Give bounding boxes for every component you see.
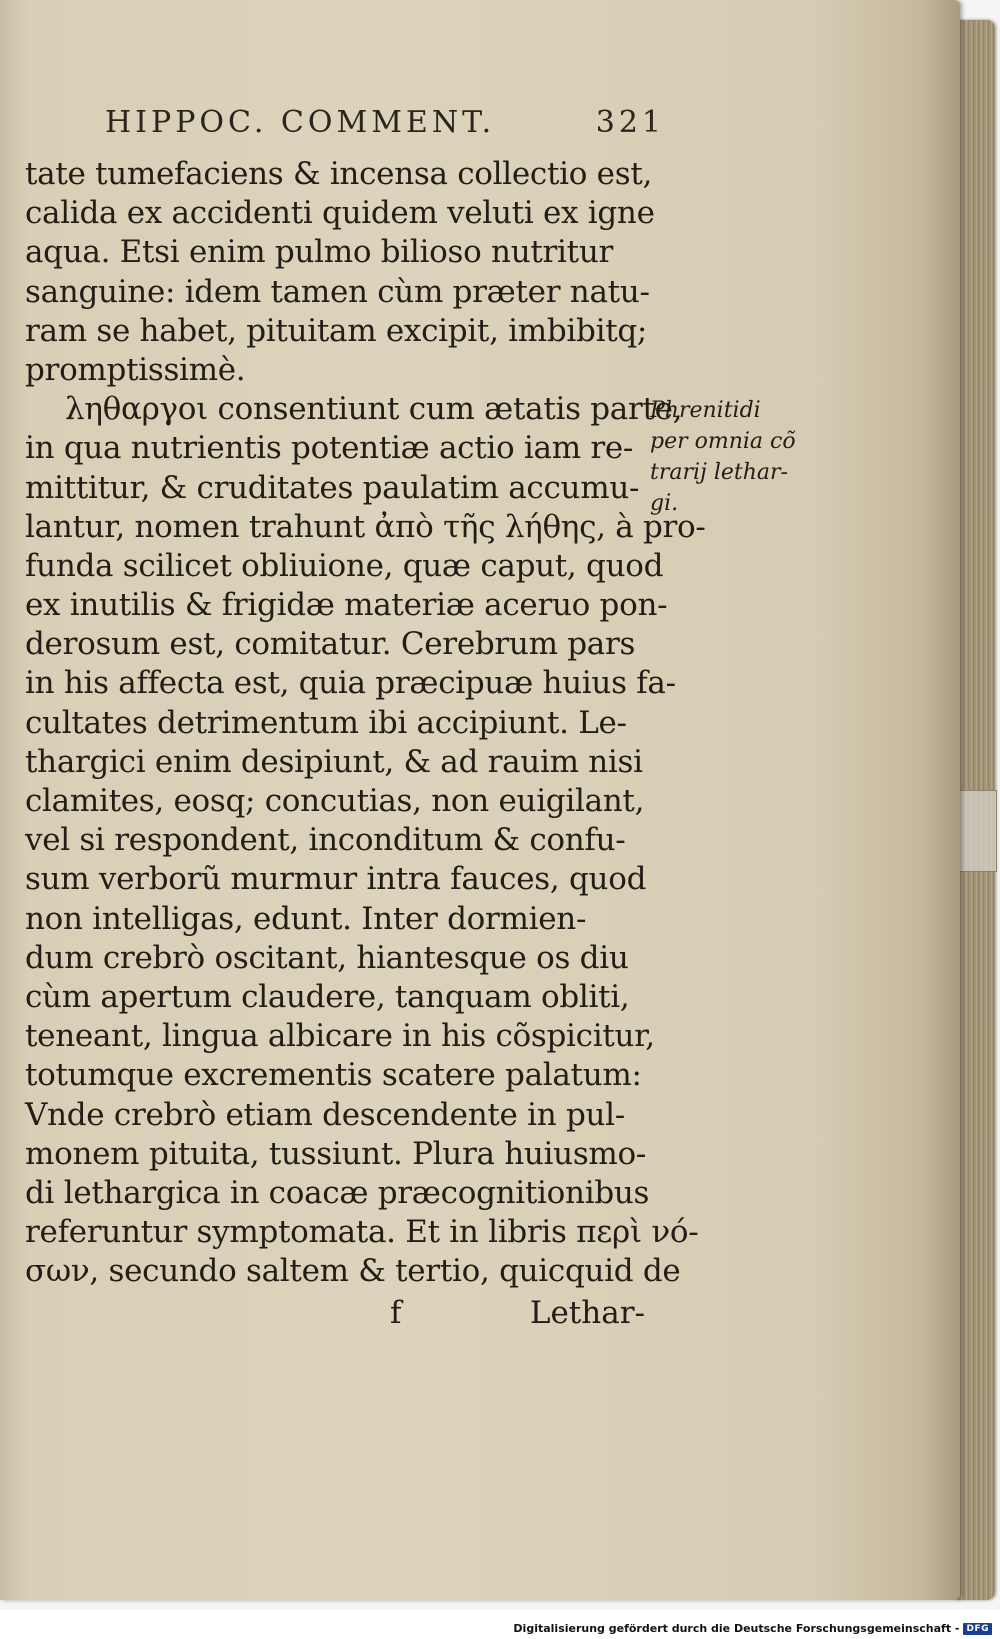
text-line: promptissimè. bbox=[25, 351, 246, 388]
text-line: ram se habet, pituitam excipit, imbibitq; bbox=[25, 312, 648, 349]
text-line: cultates detrimentum ibi accipiunt. Le- bbox=[25, 704, 627, 741]
running-head-title: HIPPOC. COMMENT. bbox=[105, 105, 496, 140]
text-line: ex inutilis & frigidæ materiæ aceruo pon- bbox=[25, 587, 668, 624]
text-line: dum crebrò oscitant, hiantesque os diu bbox=[25, 939, 629, 976]
text-line: Vnde crebrò etiam descendente in pul- bbox=[25, 1096, 625, 1133]
text-line: calida ex accidenti quidem veluti ex igne bbox=[25, 195, 655, 232]
text-line: in qua nutrientis potentiæ actio iam re- bbox=[25, 430, 634, 467]
text-line: in his affecta est, quia præcipuæ huius fa- bbox=[25, 665, 676, 702]
text-line: derosum est, comitatur. Cerebrum pars bbox=[25, 626, 636, 663]
catchword-row bbox=[25, 1295, 645, 1335]
marginal-note-line: Phrenitidi bbox=[650, 398, 761, 423]
text-line: ληθαργοι consentiunt cum ætatis parte, bbox=[65, 391, 683, 428]
text-line: aqua. Etsi enim pulmo bilioso nutritur bbox=[25, 234, 613, 271]
marginal-note-line: per omnia cõ bbox=[650, 429, 796, 454]
text-line: funda scilicet obliuione, quæ caput, quod bbox=[25, 547, 664, 584]
text-line: mittitur, & cruditates paulatim accumu- bbox=[25, 469, 640, 506]
text-line: di lethargica in coacæ præcognitionibus bbox=[25, 1174, 650, 1211]
footer-credit bbox=[513, 1622, 992, 1635]
text-line: thargici enim desipiunt, & ad rauim nisi bbox=[25, 743, 643, 780]
text-line: σων, secundo saltem & tertio, quicquid de bbox=[25, 1253, 681, 1290]
text-line: cùm apertum claudere, tanquam obliti, bbox=[25, 978, 630, 1015]
text-line: sum verborũ murmur intra fauces, quod bbox=[25, 861, 647, 898]
text-line: clamites, eosq; concutias, non euigilant, bbox=[25, 783, 645, 819]
running-head bbox=[105, 105, 665, 145]
page-number: 321 bbox=[595, 105, 665, 140]
catchword: Lethar- bbox=[529, 1295, 645, 1331]
text-line: lantur, nomen trahunt ἀπὸ τῆς λήθης, à pro- bbox=[25, 508, 706, 545]
text-line: monem pituita, tussiunt. Plura huiusmo- bbox=[25, 1135, 647, 1172]
text-line: vel si respondent, inconditum & confu- bbox=[25, 822, 626, 859]
dfg-logo-icon: DFG bbox=[963, 1623, 992, 1635]
footer-credit-text: Digitalisierung gefördert durch die Deutsche Forschungsgemeinschaft - bbox=[513, 1622, 960, 1635]
text-line: sanguine: idem tamen cùm præter natu- bbox=[25, 273, 650, 310]
marginal-note-line: gi. bbox=[650, 491, 679, 516]
text-line: teneant, lingua albicare in his cõspicitur, bbox=[25, 1018, 655, 1055]
marginal-note bbox=[650, 395, 820, 519]
marginal-note-line: trarij lethar- bbox=[650, 460, 788, 485]
text-line: non intelligas, edunt. Inter dormien- bbox=[25, 900, 587, 937]
text-line: tate tumefaciens & incensa collectio est, bbox=[25, 156, 653, 192]
text-line: totumque excrementis scatere palatum: bbox=[25, 1057, 642, 1094]
text-line: referuntur symptomata. Et in libris περὶ νό- bbox=[25, 1214, 699, 1251]
signature-mark: f bbox=[390, 1295, 402, 1331]
